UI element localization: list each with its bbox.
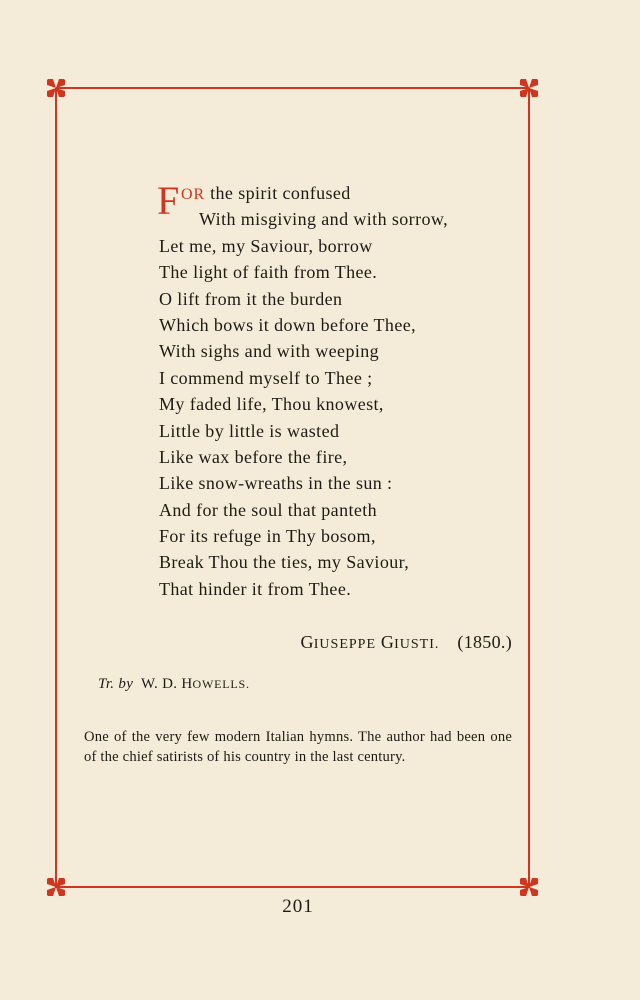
poem-line: The light of faith from Thee.: [159, 262, 378, 283]
poem-line: And for the soul that panteth: [159, 499, 378, 520]
author-initial: G: [380, 632, 395, 652]
poem-date: (1850.): [457, 632, 512, 652]
poem-line: O lift from it the burden: [159, 288, 343, 309]
poem-line: Let me, my Saviour, borrow: [159, 235, 373, 256]
maltese-cross-icon: [44, 76, 68, 100]
poem-line: Like snow-wreaths in the sun :: [159, 473, 393, 494]
poem-line: With sighs and with weeping: [159, 341, 380, 362]
drop-cap: F: [157, 178, 180, 223]
poem-line: Like wax before the fire,: [159, 446, 348, 467]
author-last-name: IUSTI.: [394, 637, 440, 652]
poem-line: That hinder it from Thee.: [159, 578, 352, 599]
page-number: 201: [282, 896, 314, 917]
translator-prefix: Tr. by: [98, 676, 134, 692]
poem-line: Which bows it down before Thee,: [159, 314, 416, 335]
poem-line: For its refuge in Thy bosom,: [159, 526, 376, 547]
poem-line: Break Thou the ties, my Saviour,: [159, 552, 410, 573]
author-first-name: IUSEPPE: [313, 637, 376, 652]
poem-line: With misgiving and with sorrow,: [199, 209, 448, 230]
poem-line: My faded life, Thou knowest,: [159, 394, 384, 415]
translator-surname: OWELLS.: [192, 677, 250, 691]
translator-credit: [98, 676, 250, 693]
author-initial: G: [300, 632, 314, 652]
translator-surname-initial: H: [181, 676, 193, 692]
editorial-note: One of the very few modern Italian hymns. The author had been one of the chief satirists of his country in the last century.: [84, 729, 512, 765]
border-right-rule: [528, 88, 530, 888]
first-line-text: [159, 183, 351, 203]
poem-line: Little by little is wasted: [159, 420, 340, 441]
poem: [159, 180, 519, 602]
maltese-cross-icon: [517, 76, 541, 100]
border-top-rule: [56, 87, 529, 89]
author-attribution: [300, 632, 512, 653]
translator-initials: W. D.: [140, 676, 178, 692]
border-bottom-rule: [56, 886, 529, 888]
first-word-caps: OR: [181, 186, 206, 203]
poem-line: I commend myself to Thee ;: [159, 367, 373, 388]
first-line-tail: the spirit confused: [205, 183, 351, 203]
border-left-rule: [55, 88, 57, 888]
